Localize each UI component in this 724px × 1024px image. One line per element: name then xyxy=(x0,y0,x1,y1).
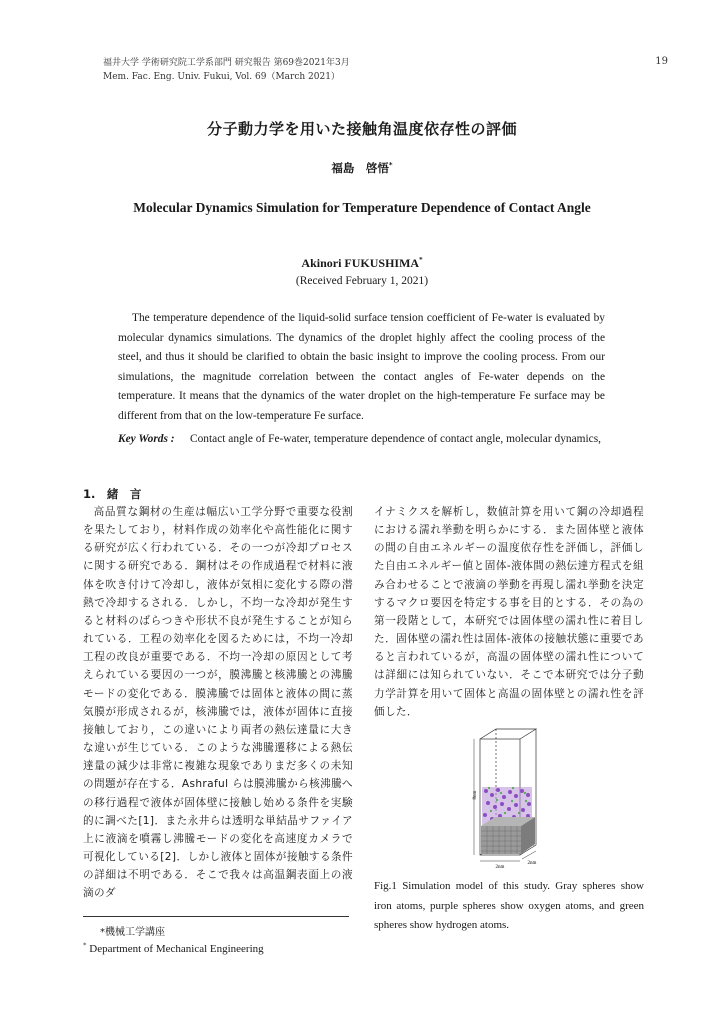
abstract: The temperature dependence of the liquid-solid surface tension coefficient of Fe-water is evaluated by molecular dynamics simulations. The dynamics of the droplet highly affect the cooling process of the steel, and thus it should be clarified to obtain the basic insight to improve the cooling process. From our simulations, the magnitude correlation between the contact angles of Fe-water depends on the temperature. It means that the dynamics of the water droplet on the high-temperature Fe surface may be different from that on the low-temperature Fe surface. xyxy=(118,312,605,422)
iron-substrate-atoms xyxy=(481,817,535,854)
author-japanese-name: 福島 啓悟 xyxy=(331,161,389,175)
footnote-affiliation-en-text: Department of Mechanical Engineering xyxy=(86,943,264,955)
journal-header-jp: 福井大学 学術研究院工学系部門 研究報告 第69巻2021年3月 xyxy=(103,58,350,68)
journal-header xyxy=(103,56,350,84)
body-text-right-column: イナミクスを解析し，数値計算を用いて鋼の冷却過程における濡れ挙動を明らかにする．また固体壁と液体の間の自由エネルギーの温度依存性を評価し，評価した自由エネルギー値と固体-液体間の熱伝達方程式を組み合わせることで液滴の挙動を再現し濡れ挙動を決定するマクロ要因を特定する事を目的とする．その為の第一段階として，本研究では固体壁の濡れ性に着目した．固体壁の濡れ性は固体-液体の接触状態に重要であると言われているが，高温の固体壁の濡れ性については詳細には知られていない．そこで本研究では分子動力学計算を用いて固体と高温の固体壁との濡れ性を評価した． xyxy=(374,506,644,718)
author-english-mark: * xyxy=(419,256,423,264)
page-number: 19 xyxy=(655,56,668,67)
author-english xyxy=(0,256,724,271)
figure-caption: Fig.1 Simulation model of this study. Gray spheres show iron atoms, purple spheres show oxygen atoms, and green spheres show hydrogen atoms. xyxy=(374,880,644,932)
footnote-mark: * xyxy=(83,941,87,950)
journal-header-en: Mem. Fac. Eng. Univ. Fukui, Vol. 69（March 2021） xyxy=(103,72,340,82)
footnote-affiliation-en xyxy=(83,943,264,955)
body-text-left-column: 高品質な鋼材の生産は幅広い工学分野で重要な役割を果たしており，材料作成の効率化や高性能化に関する研究が広く行われている．その一つが冷却プロセスに関する研究である．鋼材はその作成過程で材料に液体を吹き付けて冷却し，液体が気相に変化する際の潜熱で冷却するされる．しかし，不均一な冷却が発生すると材料のばらつきや形状不良が発生することが知られている．工程の効率化を図るためには，不均一冷却工程の改良が重要である．不均一冷却の原因として考えられている要因の一つが，膜沸騰と核沸騰との沸騰モードの変化である．膜沸騰では固体と液体の間に蒸気膜が形成されるが，核沸騰では，液体が固体に直接接触しており，この違いにより両者の熱伝達量に大きな違いが生じている．このような沸騰遷移による熱伝達量の減少は非常に複雑な現象でありまだ多くの未知の問題が存在する．Ashraful らは膜沸騰から核沸騰への移行過程で液体が固体壁に接触し始める条件を実験的に調べた[1]．また永井らは透明な単結晶サファイア上に液滴を噴霧し沸騰モードの変化を高速度カメラで可視化している[2]．しかし液体と固体が接触する条件の詳細は不明である．そこで我々は高温鋼表面上の液滴のダ xyxy=(83,506,353,900)
keywords xyxy=(118,430,605,450)
received-date: (Received February 1, 2021) xyxy=(295,275,429,287)
footnote-divider xyxy=(83,916,349,917)
section-heading-introduction: 1. 緒 言 xyxy=(83,487,142,501)
author-affiliation-mark: * xyxy=(388,161,393,170)
dimension-width-label: 2nm xyxy=(495,865,505,870)
keywords-text: Contact angle of Fe-water, temperature dependence of contact angle, molecular dynamics, xyxy=(190,433,602,445)
title-japanese: 分子動力学を用いた接触角温度依存性の評価 xyxy=(206,120,517,138)
title-english: Molecular Dynamics Simulation for Temperature Dependence of Contact Angle xyxy=(133,200,591,215)
dimension-depth-label: 2nm xyxy=(527,861,537,866)
dimension-height-label: 8nm xyxy=(473,790,478,800)
author-english-name: Akinori FUKUSHIMA xyxy=(301,256,420,270)
simulation-model-figure xyxy=(470,725,550,873)
footnote-affiliation-jp: *機械工学講座 xyxy=(100,927,165,938)
keywords-label: Key Words : xyxy=(118,433,175,445)
author-japanese xyxy=(0,160,724,176)
